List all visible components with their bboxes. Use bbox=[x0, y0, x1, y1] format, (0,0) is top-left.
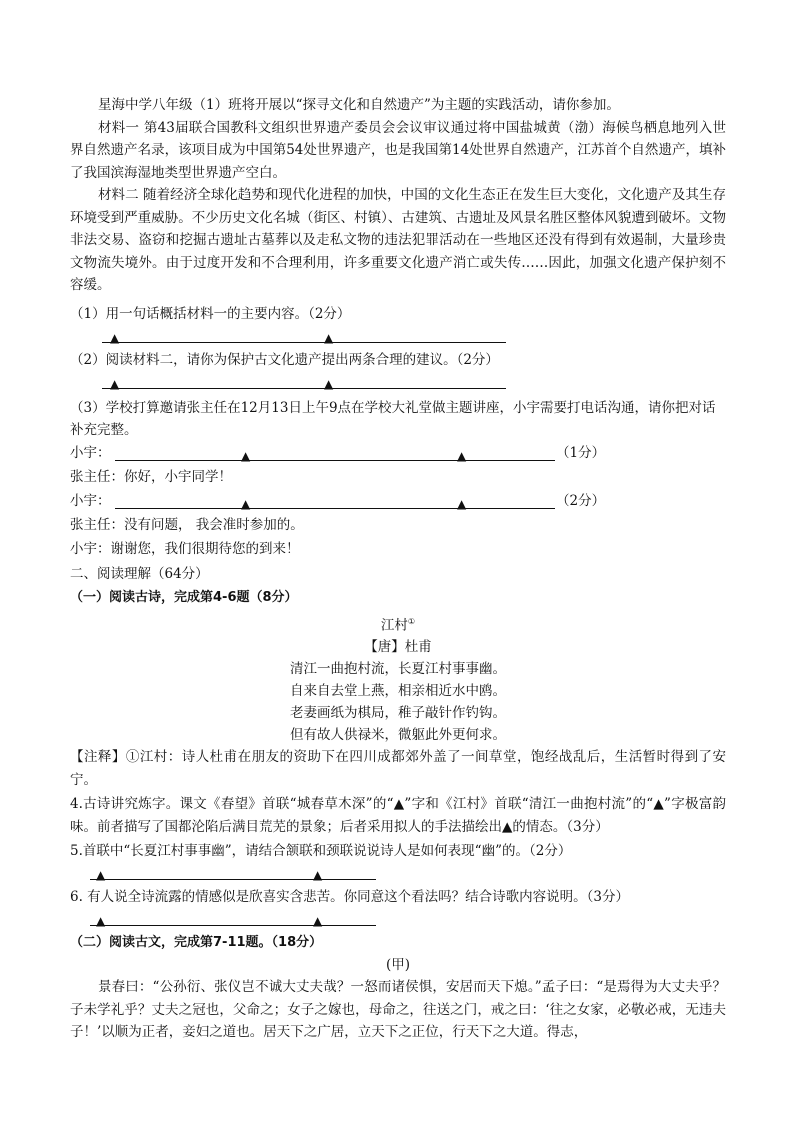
triangle-marker: ▲ bbox=[457, 448, 467, 463]
answer-rule bbox=[90, 925, 376, 926]
exam-page bbox=[70, 94, 726, 1044]
dialog-line-zhang-2: 张主任：没有问题， 我会准时参加的。 bbox=[70, 516, 304, 533]
dialog-line-xiaoyu-2[interactable] bbox=[70, 489, 726, 513]
poem-line-4: 但有故人供禄米，微躯此外更何求。 bbox=[290, 727, 506, 743]
answer-line-1[interactable] bbox=[70, 325, 726, 347]
triangle-marker: ▲ bbox=[96, 914, 106, 928]
section-two-heading: 二、阅读理解（64分） bbox=[70, 565, 209, 582]
question-2: （2）阅读材料二，请你为保护古文化遗产提出两条合理的建议。（2分） bbox=[70, 351, 499, 368]
triangle-marker: ▲ bbox=[313, 914, 323, 928]
ancient-text-jia: 景春曰：“公孙衍、张仪岂不诚大丈夫哉？一怒而诸侯惧，安居而天下熄。”孟子曰：“是焉得为大丈夫乎？子未学礼乎？丈夫之冠也，父命之；女子之嫁也，母命之，往送之门，戒之曰：‘往之女家，必敬必戒，无违夫子！’以顺为正者，妾妇之道也。居天下之广居，立天下之正位，行天下之大道。得志， bbox=[70, 979, 726, 1040]
question-4: 4.古诗讲究炼字。课文《春望》首联“城春草木深”的“▲”字和《江村》首联“清江一曲抱村流”的“▲”字极富韵味。前者描写了国都沦陷后满目荒芜的景象；后者采用拟人的手法描绘出▲的情态。（3分） bbox=[70, 796, 726, 835]
dialog-line-zhang-1: 张主任：你好，小宇同学！ bbox=[70, 468, 232, 485]
poem-line-3: 老妻画纸为棋局，稚子敲针作钓钩。 bbox=[290, 705, 506, 721]
dialog-line-xiaoyu-end: 小宇：谢谢您，我们很期待您的到来！ bbox=[70, 540, 300, 557]
passage-label-jia: (甲) bbox=[385, 957, 411, 973]
answer-line-2[interactable] bbox=[70, 371, 726, 393]
answer-rule bbox=[115, 508, 555, 509]
question-5: 5.首联中“长夏江村事事幽”，请结合颔联和颈联说说诗人是如何表现“幽”的。（2分） bbox=[70, 843, 572, 859]
poem-annotation: 【注释】①江村：诗人杜甫在朋友的资助下在四川成都郊外盖了一间草堂，饱经战乱后，生活暂时得到了安宁。 bbox=[70, 749, 726, 788]
subsection-two-heading: （二）阅读古文，完成第7-11题。（18分） bbox=[70, 935, 323, 950]
question-3: （3）学校打算邀请张主任在12月13日上午9点在学校大礼堂做主题讲座，小宇需要打电话沟通，请你把对话补充完整。 bbox=[70, 399, 716, 438]
footnote-mark: ① bbox=[407, 616, 416, 626]
subsection-one-heading: （一）阅读古诗，完成第4-6题（8分） bbox=[70, 589, 298, 605]
question-6: 6. 有人说全诗流露的情感似是欣喜实含悲苦。你同意这个看法吗？结合诗歌内容说明。（3分） bbox=[70, 889, 630, 905]
triangle-marker: ▲ bbox=[110, 376, 120, 391]
speaker-label: 小宇： bbox=[70, 492, 111, 509]
triangle-marker: ▲ bbox=[110, 330, 120, 345]
intro-paragraph: 星海中学八年级（1）班将开展以“探寻文化和自然遗产”为主题的实践活动，请你参加。 bbox=[98, 97, 620, 113]
speaker-label: 小宇： bbox=[70, 444, 111, 461]
score-label: （2分） bbox=[556, 492, 606, 509]
material-one: 材料一 第43届联合国教科文组织世界遗产委员会会议审议通过将中国盐城黄（渤）海候鸟栖息地列入世界自然遗产名录，该项目成为中国第54处世界遗产，也是我国第14处世界自然遗产，江苏首个自然遗产，填补了我国滨海湿地类型世界遗产空白。 bbox=[70, 119, 726, 181]
poem-line-1: 清江一曲抱村流，长夏江村事事幽。 bbox=[290, 661, 506, 677]
triangle-marker: ▲ bbox=[324, 376, 334, 391]
poem-author: 【唐】杜甫 bbox=[364, 639, 432, 655]
poem-line-2: 自来自去堂上燕，相亲相近水中鸥。 bbox=[290, 683, 506, 699]
answer-rule bbox=[102, 388, 506, 389]
answer-rule bbox=[115, 460, 555, 461]
question-1: （1）用一句话概括材料一的主要内容。（2分） bbox=[70, 305, 351, 322]
poem-title bbox=[70, 611, 726, 637]
triangle-marker: ▲ bbox=[241, 448, 251, 463]
triangle-marker: ▲ bbox=[457, 496, 467, 511]
triangle-marker: ▲ bbox=[241, 496, 251, 511]
answer-line-6[interactable] bbox=[70, 908, 726, 930]
answer-rule bbox=[102, 342, 506, 343]
poem-title-text: 江村 bbox=[380, 617, 408, 633]
score-label: （1分） bbox=[556, 444, 606, 461]
material-two: 材料二 随着经济全球化趋势和现代化进程的加快，中国的文化生态正在发生巨大变化，文化遗产及其生存环境受到严重威胁。不少历史文化名城（街区、村镇）、古建筑、古遗址及风景名胜区整体风貌遭到破坏。文物非法交易、盗窃和挖掘古遗址古墓葬以及走私文物的违法犯罪活动在一些地区还没有得到有效遏制，大量珍贵文物流失境外。由于过度开发和不合理利用，许多重要文化遗产消亡或失传……因此，加强文化遗产保护刻不容缓。 bbox=[70, 187, 726, 293]
triangle-marker: ▲ bbox=[313, 868, 323, 882]
answer-rule bbox=[90, 879, 376, 880]
answer-line-5[interactable] bbox=[70, 862, 726, 884]
triangle-marker: ▲ bbox=[324, 330, 334, 345]
triangle-marker: ▲ bbox=[96, 868, 106, 882]
dialog-line-xiaoyu-1[interactable] bbox=[70, 441, 726, 465]
